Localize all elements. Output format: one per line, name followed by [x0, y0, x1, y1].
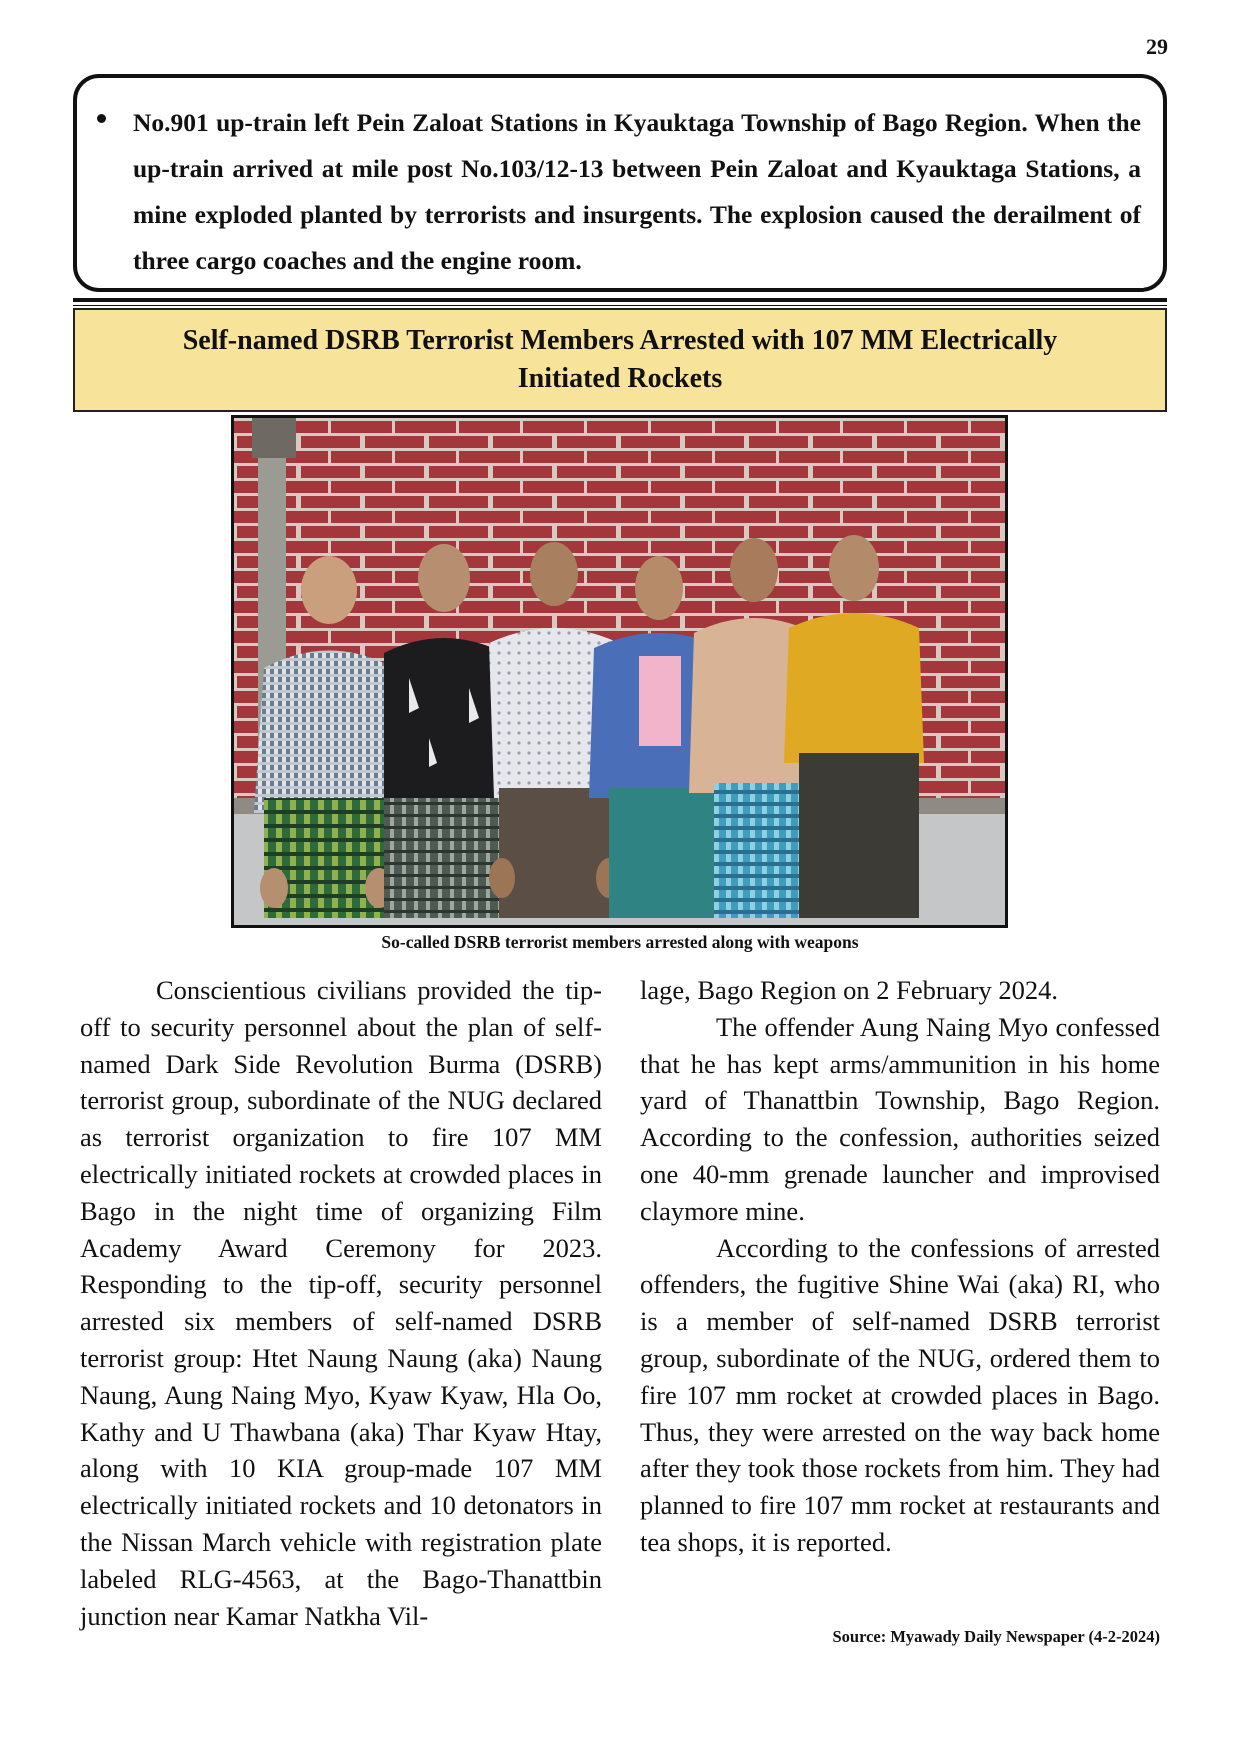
photo-caption: So-called DSRB terrorist members arrested along with weapons — [381, 932, 859, 952]
bullet-note-text: No.901 up-train left Pein Zaloat Stations in Kyauktaga Township of Bago Region. When the up-train arrived at mile post No.103/12-13 between Pein Zaloat and Kyauktaga Stations, a mine exploded planted by terrorists and insurgents. The explosion caused the derailment of three cargo coaches and the engine room. — [133, 108, 1141, 275]
article-paragraph-2: The offender Aung Naing Myo confessed that he has kept arms/ammunition in his home yard of Thanattbin Township, Bago Region. According to the confession, authorities seized one 40-mm grenade launcher and improvised claymore mine. — [640, 1011, 1160, 1226]
headline-line-2: Initiated Rockets — [517, 363, 723, 394]
article-paragraph-3: According to the confessions of arrested offenders, the fugitive Shine Wai (aka) RI, who is a member of self-named DSRB terrorist group, subordinate of the NUG, ordered them to fire 107 mm rocket at crowded places in Bago. Thus, they were arrested on the way back home after they took those rockets from him. They had planned to fire 107 mm rocket at restaurants and tea shops, it is reported. — [640, 1232, 1160, 1557]
headline-line-1: Self-named DSRB Terrorist Members Arrested with 107 MM Electrically — [182, 325, 1058, 356]
headline-banner — [73, 308, 1167, 412]
news-photo — [231, 415, 1008, 928]
page-number: 29 — [1146, 34, 1168, 59]
bullet-note-box — [73, 74, 1167, 292]
article-column-right — [640, 972, 1160, 1561]
article-paragraph-1: Conscientious civilians provided the tip-off to security personnel about the plan of self-named Dark Side Revolution Burma (DSRB) terrorist group, subordinate of the NUG declared as terrorist organization to fire 107 MM electrically initiated rockets at crowded places in Bago in the night time of organizing Film Academy Award Ceremony for 2023. Responding to the tip-off, security personnel arrested six members of self-named DSRB terrorist group: Htet Naung Naung (aka) Naung Naung, Aung Naing Myo, Kyaw Kyaw, Hla Oo, Kathy and U Thawbana (aka) Thar Kyaw Htay, along with 10 KIA group-made 107 MM electrically initiated rockets and 10 detonators in the Nissan March vehicle with registration plate labeled RLG-4563, at the Bago-Thanattbin junction near Kamar Natkha Vil- — [80, 975, 602, 1631]
source-credit: Source: Myawady Daily Newspaper (4-2-2024) — [832, 1627, 1160, 1646]
photo-illustration — [234, 418, 1005, 925]
article-column-left — [80, 972, 602, 1634]
divider-thin — [73, 305, 1167, 306]
bullet-point-icon — [97, 114, 106, 123]
divider-thick — [73, 298, 1167, 302]
article-paragraph-1-continued: lage, Bago Region on 2 February 2024. — [640, 975, 1059, 1005]
headline — [143, 322, 1098, 398]
